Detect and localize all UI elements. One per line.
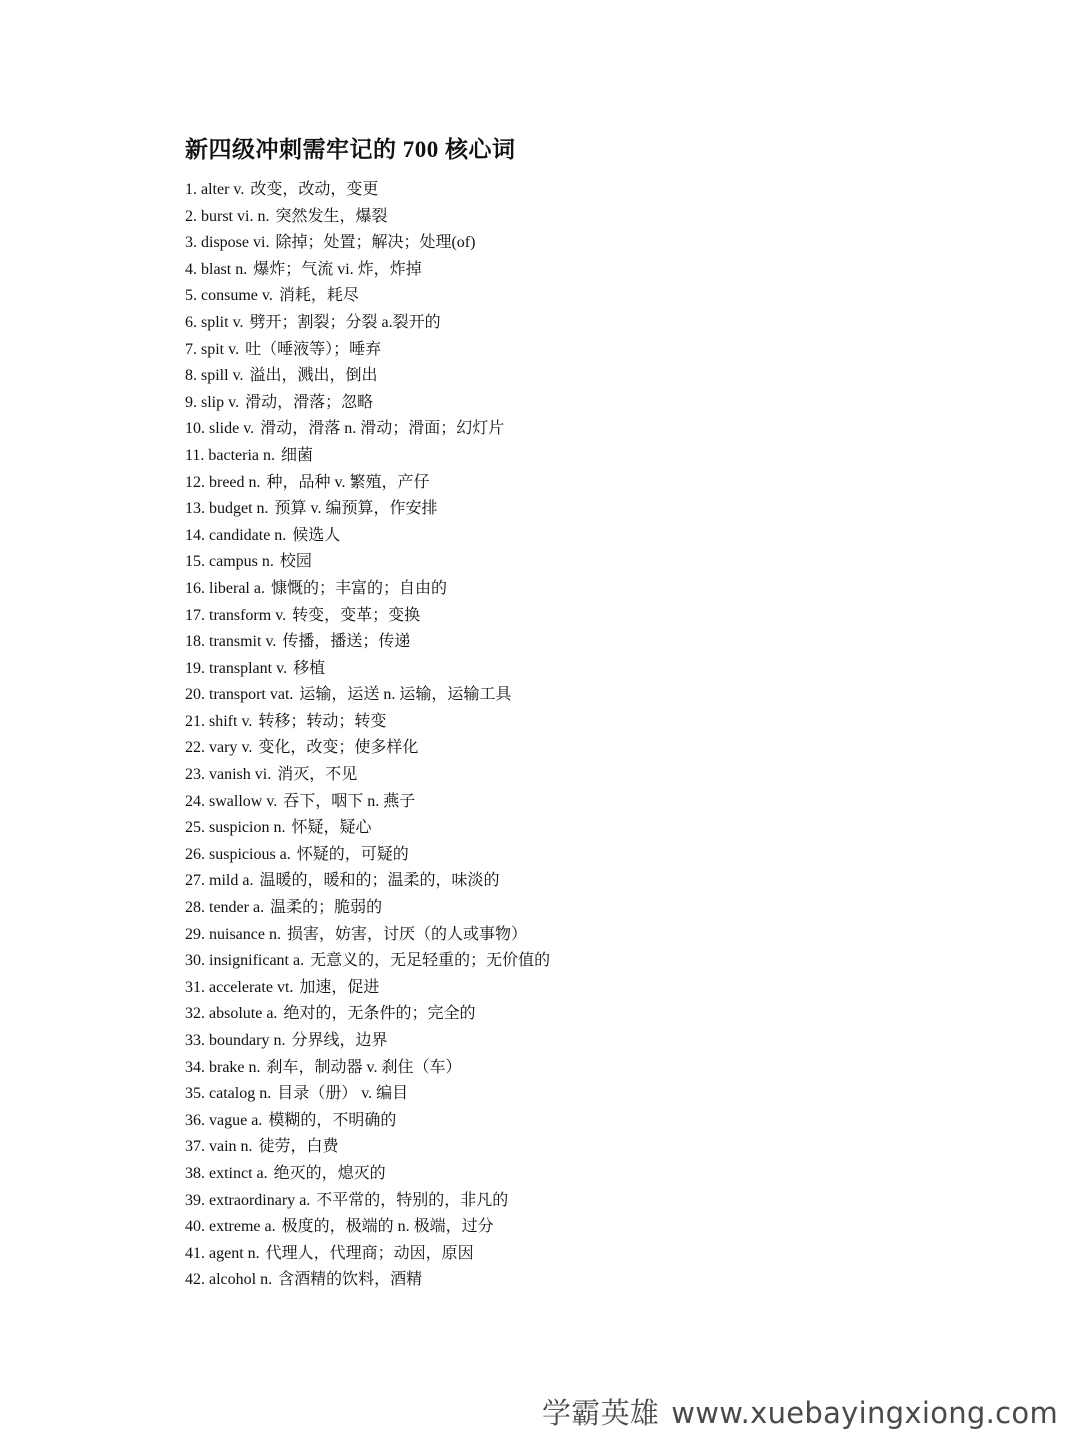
entry-definition: 校园 [279, 553, 312, 571]
entry-part-of-speech: n. [256, 500, 269, 518]
entry-definition: 吐（唾液等）；唾弃 [245, 340, 382, 358]
entry-word: mild [209, 872, 239, 890]
entry-part-of-speech: n. [263, 446, 276, 464]
entry-definition: 不平常的，特别的，非凡的 [316, 1191, 509, 1209]
entry-number: 42 . [185, 1271, 209, 1288]
entry-number: 37 . [185, 1138, 209, 1155]
entry-number: 4 . [185, 261, 201, 278]
vocab-entry [185, 709, 550, 736]
entry-part-of-speech: n. [273, 1032, 286, 1049]
entry-word: breed [209, 473, 245, 491]
entry-definition: 刹车，制动器 v. 刹住（车） [266, 1058, 462, 1076]
vocab-entry [185, 416, 550, 443]
entry-definition: 含酒精的饮料，酒精 [278, 1271, 423, 1289]
entry-word: campus [209, 553, 258, 571]
entry-number: 24 . [185, 793, 209, 810]
entry-part-of-speech: n. [260, 1271, 273, 1289]
entry-part-of-speech: v. [232, 367, 244, 385]
entry-word: boundary [209, 1032, 270, 1049]
entry-word: absolute [209, 1005, 263, 1023]
entry-number: 29 . [185, 926, 209, 943]
entry-number: 39 . [185, 1192, 209, 1209]
entry-word: slide [209, 420, 240, 438]
entry-definition: 代理人，代理商；动因，原因 [265, 1244, 474, 1262]
entry-number: 21 . [185, 713, 209, 730]
entry-definition: 运输，运送 n. 运输，运输工具 [299, 686, 512, 704]
entry-part-of-speech: v. [275, 606, 287, 624]
entry-number: 6 . [185, 314, 201, 331]
entry-part-of-speech: v. [243, 420, 255, 438]
vocab-entry [185, 1241, 550, 1268]
entry-word: suspicion [209, 819, 270, 837]
entry-number: 8 . [185, 367, 201, 384]
entry-number: 36 . [185, 1112, 209, 1129]
entry-definition: 极度的，极端的 n. 极端，过分 [281, 1218, 494, 1236]
vocab-entry [185, 230, 550, 257]
entry-part-of-speech: a. [253, 579, 265, 597]
entry-word: vanish [209, 766, 251, 784]
entry-definition: 分界线，边界 [291, 1032, 388, 1049]
entry-number: 30 . [185, 952, 209, 969]
entry-word: extinct [209, 1164, 253, 1182]
entry-number: 2 . [185, 208, 201, 225]
entry-word: vague [209, 1111, 248, 1129]
entry-word: slip [201, 393, 225, 411]
entry-number: 22 . [185, 739, 209, 756]
entry-number: 20 . [185, 686, 209, 703]
entry-word: candidate [209, 526, 271, 544]
vocab-entry [185, 656, 550, 683]
entry-number: 40 . [185, 1218, 209, 1235]
entry-part-of-speech: v. [265, 633, 277, 651]
entry-number: 3 . [185, 234, 201, 251]
footer-brand: 学霸英雄 [542, 1396, 660, 1430]
entry-number: 41 . [185, 1245, 209, 1262]
vocab-entry [185, 470, 550, 497]
entry-word: suspicious [209, 845, 276, 863]
entry-definition: 细菌 [281, 446, 314, 464]
entry-definition: 徒劳，白费 [258, 1138, 339, 1156]
entry-part-of-speech: v. [261, 287, 273, 305]
entry-word: nuisance [209, 925, 265, 943]
vocab-entry [185, 789, 550, 816]
vocab-entry [185, 762, 550, 789]
entry-number: 12 . [185, 474, 209, 491]
vocab-entry [185, 1188, 550, 1215]
entry-definition: 劈开；割裂；分裂 a.裂开的 [249, 313, 441, 331]
entry-number: 34 . [185, 1059, 209, 1076]
entry-part-of-speech: v. [228, 393, 240, 411]
entry-part-of-speech: n. [248, 1058, 261, 1076]
entry-word: catalog [209, 1085, 256, 1103]
vocab-entry [185, 842, 550, 869]
entry-part-of-speech: a. [299, 1191, 311, 1209]
entry-definition: 候选人 [292, 526, 341, 544]
entry-word: split [201, 313, 229, 331]
entry-definition: 绝灭的，熄灭的 [273, 1164, 386, 1182]
entry-word: extreme [209, 1218, 261, 1236]
entry-number: 23 . [185, 766, 209, 783]
vocab-entry [185, 603, 550, 630]
watermark-footer [542, 1391, 1058, 1432]
vocab-entry [185, 523, 550, 550]
entry-word: extraordinary [209, 1191, 296, 1209]
vocab-entry [185, 177, 550, 204]
entry-definition: 变化，改变；使多样化 [258, 739, 419, 757]
entry-part-of-speech: n. [235, 260, 248, 278]
vocab-entry [185, 1001, 550, 1028]
entry-definition: 温柔的；脆弱的 [270, 899, 383, 917]
entry-word: transplant [209, 659, 273, 677]
entry-definition: 溢出，溅出，倒出 [249, 367, 378, 385]
entry-number: 15 . [185, 553, 209, 570]
entry-definition: 绝对的，无条件的；完全的 [283, 1005, 476, 1023]
entry-definition: 消灭，不见 [277, 766, 358, 784]
entry-word: alter [201, 181, 230, 198]
entry-number: 32 . [185, 1005, 209, 1022]
vocab-entry [185, 948, 550, 975]
vocab-entry [185, 576, 550, 603]
vocab-entry [185, 815, 550, 842]
entry-part-of-speech: a. [256, 1164, 268, 1182]
entry-number: 28 . [185, 899, 209, 916]
vocab-entry [185, 496, 550, 523]
entry-definition: 目录（册） v. 编目 [277, 1085, 409, 1103]
vocab-entry [185, 1081, 550, 1108]
entry-definition: 滑动，滑落；忽略 [245, 393, 374, 411]
entry-definition: 消耗，耗尽 [278, 287, 359, 305]
entry-part-of-speech: n. [274, 526, 287, 544]
entry-number: 14 . [185, 527, 209, 544]
entry-number: 9 . [185, 394, 201, 411]
entry-number: 1 . [185, 181, 201, 198]
entry-part-of-speech: n. [248, 473, 261, 491]
entry-word: swallow [209, 792, 263, 810]
vocab-entry [185, 390, 550, 417]
entry-number: 7 . [185, 341, 201, 358]
vocab-entry [185, 337, 550, 364]
entry-part-of-speech: vat. [269, 686, 294, 704]
entry-word: transform [209, 606, 272, 624]
entry-definition: 慷慨的；丰富的；自由的 [270, 579, 447, 597]
entry-definition: 损害，妨害，讨厌（的人或事物） [286, 925, 527, 943]
entry-word: agent [209, 1244, 244, 1262]
entry-number: 26 . [185, 846, 209, 863]
entry-definition: 滑动，滑落 n. 滑动；滑面；幻灯片 [260, 420, 505, 438]
vocab-entry [185, 363, 550, 390]
entry-part-of-speech: a. [252, 899, 265, 917]
entry-part-of-speech: vi. [253, 234, 270, 252]
entry-word: budget [209, 500, 253, 518]
entry-number: 17 . [185, 607, 209, 624]
entry-definition: 预算 v. 编预算，作安排 [274, 500, 438, 518]
entry-word: blast [201, 260, 232, 278]
entry-part-of-speech: v. [276, 659, 288, 677]
vocab-entry [185, 1267, 550, 1294]
entry-number: 18 . [185, 633, 209, 650]
entry-number: 5 . [185, 287, 201, 304]
footer-url: www.xuebayingxiong.com [671, 1396, 1058, 1430]
entry-definition: 突然发生，爆裂 [275, 207, 388, 225]
vocab-entry [185, 629, 550, 656]
entry-part-of-speech: n. [261, 553, 274, 571]
entry-part-of-speech: n. [259, 1085, 272, 1103]
entry-number: 11 . [185, 447, 208, 464]
vocab-entry [185, 735, 550, 762]
entry-word: vain [209, 1138, 237, 1156]
entry-definition: 温暖的，暖和的；温柔的，味淡的 [259, 872, 500, 890]
entry-word: consume [201, 287, 258, 305]
vocab-entry [185, 922, 550, 949]
entry-definition: 吞下，咽下 n. 燕子 [283, 792, 416, 810]
entry-part-of-speech: vi. n. [237, 207, 270, 225]
entry-number: 19 . [185, 660, 209, 677]
entry-word: vary [209, 739, 238, 757]
vocab-entry [185, 868, 550, 895]
entry-part-of-speech: a. [279, 845, 291, 863]
vocab-entry [185, 1055, 550, 1082]
entry-part-of-speech: n. [273, 819, 286, 837]
entry-word: liberal [209, 579, 250, 597]
vocab-entry [185, 283, 550, 310]
entry-part-of-speech: vt. [276, 978, 294, 996]
entry-part-of-speech: v. [233, 181, 245, 198]
entry-part-of-speech: v. [241, 739, 253, 757]
entry-word: burst [201, 207, 233, 225]
vocab-entry [185, 1108, 550, 1135]
entry-word: transport [209, 686, 266, 704]
entry-part-of-speech: v. [266, 792, 278, 810]
vocab-entry [185, 443, 550, 470]
entry-definition: 无意义的，无足轻重的；无价值的 [310, 952, 551, 970]
entry-number: 25 . [185, 819, 209, 836]
entry-part-of-speech: n. [247, 1244, 260, 1262]
vocab-entry [185, 257, 550, 284]
entry-definition: 怀疑，疑心 [291, 819, 372, 837]
vocab-entry [185, 975, 550, 1002]
entry-definition: 爆炸；气流 vi. 炸，炸掉 [253, 260, 422, 278]
vocab-entry [185, 204, 550, 231]
entry-part-of-speech: a. [264, 1218, 276, 1236]
entry-definition: 转变，变革；变换 [292, 606, 421, 624]
entry-number: 38 . [185, 1165, 209, 1182]
vocab-entry [185, 682, 550, 709]
vocab-entry [185, 1028, 550, 1055]
entry-word: spill [201, 367, 229, 385]
vocab-entry [185, 1161, 550, 1188]
entry-definition: 除掉；处置；解决；处理(of) [275, 234, 476, 252]
entry-word: spit [201, 340, 225, 358]
entry-word: transmit [209, 633, 262, 651]
entry-number: 27 . [185, 872, 209, 889]
entry-part-of-speech: a. [266, 1005, 278, 1023]
document-title: 新四级冲刺需牢记的 700 核心词 [185, 137, 516, 162]
vocab-entry [185, 895, 550, 922]
vocab-entry [185, 549, 550, 576]
entry-part-of-speech: a. [242, 872, 254, 890]
entry-definition: 改变，改动，变更 [250, 181, 379, 198]
vocab-entry [185, 1214, 550, 1241]
entry-number: 33 . [185, 1032, 209, 1049]
entry-definition: 怀疑的，可疑的 [296, 845, 409, 863]
entry-word: accelerate [209, 978, 273, 996]
entry-part-of-speech: n. [240, 1138, 253, 1156]
entry-definition: 传播，播送；传递 [282, 633, 411, 651]
entry-word: brake [209, 1058, 245, 1076]
entry-word: bacteria [208, 446, 260, 464]
vocab-entry [185, 310, 550, 337]
entry-definition: 模糊的，不明确的 [268, 1111, 397, 1129]
entry-part-of-speech: vi. [254, 766, 272, 784]
entry-number: 35 . [185, 1085, 209, 1102]
vocab-entry [185, 1134, 550, 1161]
entry-part-of-speech: a. [251, 1111, 263, 1129]
entry-number: 31 . [185, 979, 209, 996]
entry-part-of-speech: n. [268, 925, 281, 943]
entry-definition: 加速，促进 [299, 978, 380, 996]
entry-definition: 转移；转动；转变 [258, 712, 387, 730]
entry-word: shift [209, 712, 238, 730]
entry-word: dispose [201, 234, 249, 252]
entry-word: tender [209, 899, 249, 917]
entry-number: 10 . [185, 420, 209, 437]
entry-number: 16 . [185, 580, 209, 597]
entry-definition: 移植 [293, 659, 326, 677]
vocabulary-list [185, 177, 550, 1294]
entry-part-of-speech: a. [292, 952, 305, 970]
entry-part-of-speech: v. [241, 712, 253, 730]
entry-number: 13 . [185, 500, 209, 517]
entry-part-of-speech: v. [232, 313, 244, 331]
entry-part-of-speech: v. [228, 340, 240, 358]
entry-definition: 种，品种 v. 繁殖，产仔 [266, 473, 430, 491]
entry-word: alcohol [209, 1271, 257, 1289]
entry-word: insignificant [209, 952, 289, 970]
